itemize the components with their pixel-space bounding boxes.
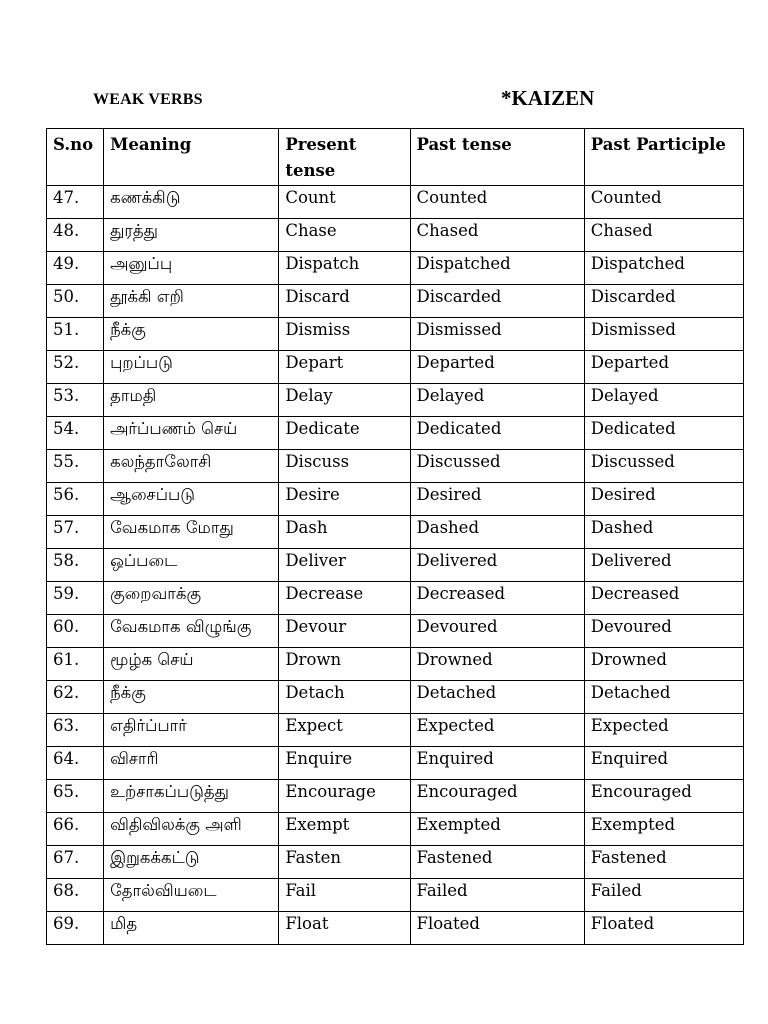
cell-participle: Dedicated <box>584 417 743 450</box>
cell-sno: 56. <box>47 483 104 516</box>
cell-past: Detached <box>410 681 584 714</box>
cell-present: Float <box>279 912 410 945</box>
cell-meaning: அனுப்பு <box>104 252 279 285</box>
cell-meaning: குறைவாக்கு <box>104 582 279 615</box>
cell-past: Desired <box>410 483 584 516</box>
table-row <box>47 846 744 879</box>
cell-meaning: அர்ப்பணம் செய் <box>104 417 279 450</box>
table-row <box>47 450 744 483</box>
table-row <box>47 879 744 912</box>
cell-participle: Desired <box>584 483 743 516</box>
brand-title: *KAIZEN <box>501 86 595 110</box>
table-row <box>47 252 744 285</box>
cell-sno: 53. <box>47 384 104 417</box>
column-header-past: Past tense <box>410 129 584 186</box>
cell-participle: Drowned <box>584 648 743 681</box>
cell-participle: Counted <box>584 186 743 219</box>
cell-sno: 68. <box>47 879 104 912</box>
cell-participle: Enquired <box>584 747 743 780</box>
cell-past: Delivered <box>410 549 584 582</box>
cell-sno: 54. <box>47 417 104 450</box>
cell-participle: Encouraged <box>584 780 743 813</box>
cell-past: Discarded <box>410 285 584 318</box>
cell-meaning: ஆசைப்படு <box>104 483 279 516</box>
table-row <box>47 516 744 549</box>
cell-meaning: தாமதி <box>104 384 279 417</box>
table-row <box>47 813 744 846</box>
cell-past: Decreased <box>410 582 584 615</box>
cell-present: Desire <box>279 483 410 516</box>
cell-present: Dash <box>279 516 410 549</box>
cell-sno: 60. <box>47 615 104 648</box>
cell-present: Devour <box>279 615 410 648</box>
cell-participle: Decreased <box>584 582 743 615</box>
cell-meaning: கணக்கிடு <box>104 186 279 219</box>
verbs-table <box>46 128 744 945</box>
cell-sno: 67. <box>47 846 104 879</box>
cell-participle: Failed <box>584 879 743 912</box>
cell-present: Dedicate <box>279 417 410 450</box>
cell-sno: 57. <box>47 516 104 549</box>
cell-participle: Fastened <box>584 846 743 879</box>
cell-past: Encouraged <box>410 780 584 813</box>
cell-past: Delayed <box>410 384 584 417</box>
cell-meaning: ஒப்படை <box>104 549 279 582</box>
cell-sno: 59. <box>47 582 104 615</box>
cell-past: Enquired <box>410 747 584 780</box>
cell-meaning: கலந்தாலோசி <box>104 450 279 483</box>
cell-present: Deliver <box>279 549 410 582</box>
cell-past: Failed <box>410 879 584 912</box>
cell-sno: 58. <box>47 549 104 582</box>
table-row <box>47 714 744 747</box>
table-row <box>47 747 744 780</box>
cell-participle: Detached <box>584 681 743 714</box>
cell-present: Drown <box>279 648 410 681</box>
column-header-present: Present tense <box>279 129 410 186</box>
page-title: WEAK VERBS <box>93 91 203 108</box>
cell-past: Counted <box>410 186 584 219</box>
cell-participle: Devoured <box>584 615 743 648</box>
cell-meaning: நீக்கு <box>104 318 279 351</box>
cell-present: Discard <box>279 285 410 318</box>
table-row <box>47 582 744 615</box>
cell-present: Decrease <box>279 582 410 615</box>
cell-present: Fail <box>279 879 410 912</box>
cell-sno: 51. <box>47 318 104 351</box>
table-row <box>47 318 744 351</box>
cell-present: Encourage <box>279 780 410 813</box>
table-row <box>47 912 744 945</box>
cell-present: Exempt <box>279 813 410 846</box>
cell-past: Discussed <box>410 450 584 483</box>
table-row <box>47 681 744 714</box>
cell-sno: 50. <box>47 285 104 318</box>
cell-sno: 55. <box>47 450 104 483</box>
cell-sno: 47. <box>47 186 104 219</box>
cell-present: Dismiss <box>279 318 410 351</box>
cell-meaning: தோல்வியடை <box>104 879 279 912</box>
cell-participle: Exempted <box>584 813 743 846</box>
cell-sno: 64. <box>47 747 104 780</box>
cell-meaning: விசாரி <box>104 747 279 780</box>
cell-present: Discuss <box>279 450 410 483</box>
cell-participle: Discussed <box>584 450 743 483</box>
cell-participle: Delayed <box>584 384 743 417</box>
table-row <box>47 780 744 813</box>
cell-past: Drowned <box>410 648 584 681</box>
cell-past: Chased <box>410 219 584 252</box>
table-row <box>47 549 744 582</box>
cell-participle: Delivered <box>584 549 743 582</box>
cell-participle: Floated <box>584 912 743 945</box>
table-row <box>47 186 744 219</box>
cell-past: Dashed <box>410 516 584 549</box>
cell-sno: 48. <box>47 219 104 252</box>
cell-past: Dedicated <box>410 417 584 450</box>
cell-meaning: நீக்கு <box>104 681 279 714</box>
cell-past: Dismissed <box>410 318 584 351</box>
cell-past: Fastened <box>410 846 584 879</box>
table-row <box>47 648 744 681</box>
table-header-row <box>47 129 744 186</box>
cell-present: Fasten <box>279 846 410 879</box>
cell-sno: 62. <box>47 681 104 714</box>
cell-meaning: வேகமாக மோது <box>104 516 279 549</box>
table-body <box>47 186 744 945</box>
cell-participle: Chased <box>584 219 743 252</box>
cell-sno: 66. <box>47 813 104 846</box>
table-row <box>47 219 744 252</box>
cell-past: Exempted <box>410 813 584 846</box>
table-row <box>47 483 744 516</box>
cell-past: Expected <box>410 714 584 747</box>
cell-present: Expect <box>279 714 410 747</box>
cell-past: Departed <box>410 351 584 384</box>
cell-meaning: மூழ்க செய் <box>104 648 279 681</box>
cell-participle: Dispatched <box>584 252 743 285</box>
cell-present: Chase <box>279 219 410 252</box>
cell-past: Devoured <box>410 615 584 648</box>
cell-present: Dispatch <box>279 252 410 285</box>
cell-present: Count <box>279 186 410 219</box>
cell-meaning: மித <box>104 912 279 945</box>
column-header-participle: Past Participle <box>584 129 743 186</box>
cell-sno: 69. <box>47 912 104 945</box>
cell-meaning: புறப்படு <box>104 351 279 384</box>
table-row <box>47 384 744 417</box>
column-header-meaning: Meaning <box>104 129 279 186</box>
cell-sno: 63. <box>47 714 104 747</box>
cell-participle: Departed <box>584 351 743 384</box>
cell-participle: Expected <box>584 714 743 747</box>
cell-present: Detach <box>279 681 410 714</box>
cell-sno: 49. <box>47 252 104 285</box>
cell-meaning: வேகமாக விழுங்கு <box>104 615 279 648</box>
cell-meaning: இறுகக்கட்டு <box>104 846 279 879</box>
cell-present: Delay <box>279 384 410 417</box>
column-header-sno: S.no <box>47 129 104 186</box>
cell-meaning: எதிர்ப்பார் <box>104 714 279 747</box>
table-row <box>47 351 744 384</box>
cell-past: Dispatched <box>410 252 584 285</box>
cell-meaning: உற்சாகப்படுத்து <box>104 780 279 813</box>
cell-participle: Dismissed <box>584 318 743 351</box>
cell-meaning: தூக்கி எறி <box>104 285 279 318</box>
cell-meaning: விதிவிலக்கு அளி <box>104 813 279 846</box>
cell-past: Floated <box>410 912 584 945</box>
cell-present: Depart <box>279 351 410 384</box>
cell-present: Enquire <box>279 747 410 780</box>
table-row <box>47 417 744 450</box>
cell-meaning: துரத்து <box>104 219 279 252</box>
cell-participle: Discarded <box>584 285 743 318</box>
cell-sno: 52. <box>47 351 104 384</box>
table-row <box>47 285 744 318</box>
cell-participle: Dashed <box>584 516 743 549</box>
table-row <box>47 615 744 648</box>
cell-sno: 65. <box>47 780 104 813</box>
cell-sno: 61. <box>47 648 104 681</box>
